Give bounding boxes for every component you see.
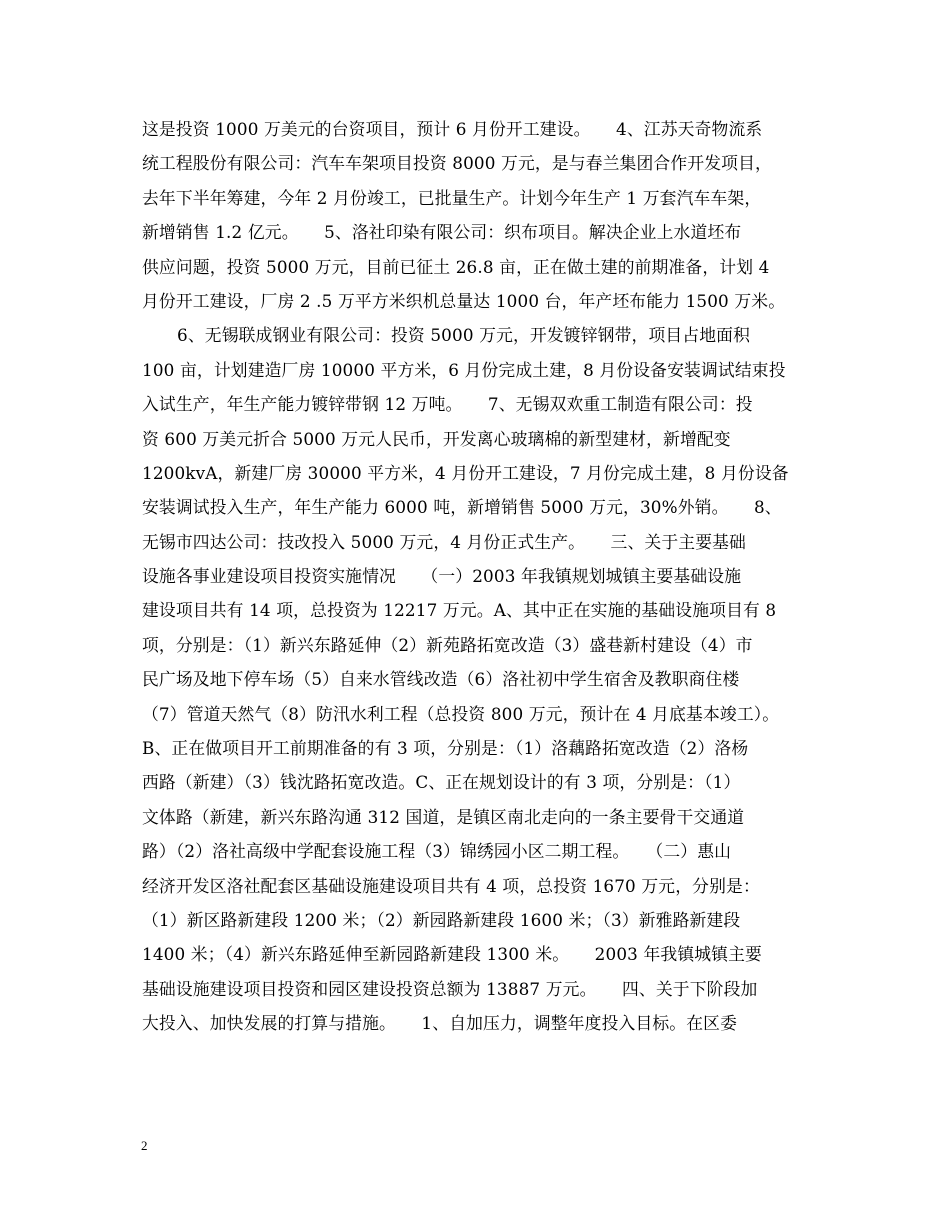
text-line: 基础设施建设项目投资和园区建设投资总额为 13887 万元。 四、关于下阶段加	[142, 978, 758, 999]
text-line: 经济开发区洛社配套区基础设施建设项目共有 4 项，总投资 1670 万元，分别是：	[142, 875, 760, 896]
text-line: 去年下半年筹建，今年 2 月份竣工，已批量生产。计划今年生产 1 万套汽车车架，	[142, 187, 762, 208]
text-line: 100 亩，计划建造厂房 10000 平方米，6 月份完成土建，8 月份设备安装调试结束投	[142, 359, 786, 380]
body-text	[142, 112, 832, 1041]
page-number: 2	[141, 1138, 148, 1153]
text-line: 民广场及地下停车场（5）自来水管线改造（6）洛社初中学生宿舍及教职商住楼	[142, 669, 740, 690]
text-line: （1）新区路新建段 1200 米；（2）新园路新建段 1600 米；（3）新雅路新建段	[142, 909, 741, 930]
text-line: 这是投资 1000 万美元的台资项目，预计 6 月份开工建设。 4、江苏天奇物流系	[142, 119, 763, 139]
text-line: 新增销售 1.2 亿元。 5、洛社印染有限公司：织布项目。解决企业上水道坯布	[142, 222, 742, 243]
text-line: 资 600 万美元折合 5000 万元人民币，开发离心玻璃棉的新型建材，新增配变	[142, 428, 731, 449]
text-line: 路）（2）洛社高级中学配套设施工程（3）锦绣园小区二期工程。 （二）惠山	[142, 841, 732, 862]
text-line: （7）管道天然气（8）防汛水利工程（总投资 800 万元，预计在 4 月底基本竣工）。	[142, 703, 780, 724]
text-line: 1200kvA，新建厂房 30000 平方米，4 月份开工建设，7 月份完成土建，8 月份设备	[142, 462, 789, 483]
text-line: 设施各事业建设项目投资实施情况 （一）2003 年我镇规划城镇主要基础设施	[142, 566, 742, 587]
text-line: 供应问题，投资 5000 万元，目前已征土 26.8 亩，正在做土建的前期准备，计划 4	[142, 256, 770, 277]
text-line: 安装调试投入生产，年生产能力 6000 吨，新增销售 5000 万元，30%外销。 8、	[142, 497, 782, 518]
text-line: 无锡市四达公司：技改投入 5000 万元，4 月份正式生产。 三、关于主要基础	[142, 531, 746, 552]
text-line: 6、无锡联成钢业有限公司：投资 5000 万元，开发镀锌钢带，项目占地面积	[177, 325, 751, 346]
text-line: 西路（新建）（3）钱沈路拓宽改造。C、正在规划设计的有 3 项，分别是：（1）	[142, 772, 741, 793]
text-line: 文体路（新建，新兴东路沟通 312 国道，是镇区南北走向的一条主要骨干交通道	[142, 806, 745, 827]
text-line: 大投入、加快发展的打算与措施。 1、自加压力，调整年度投入目标。在区委	[142, 1013, 738, 1034]
text-line: 月份开工建设，厂房 2 .5 万平方米织机总量达 1000 台，年产坯布能力 1500 万米。	[142, 290, 786, 311]
text-line: 项，分别是：（1）新兴东路延伸（2）新苑路拓宽改造（3）盛巷新村建设（4）市	[142, 634, 753, 655]
text-line: 1400 米；（4）新兴东路延伸至新园路新建段 1300 米。 2003 年我镇城镇主要	[142, 944, 762, 965]
text-line: 入试生产，年生产能力镀锌带钢 12 万吨。 7、无锡双欢重工制造有限公司：投	[142, 394, 753, 415]
text-line: 建设项目共有 14 项，总投资为 12217 万元。A、其中正在实施的基础设施项目有 8	[142, 600, 777, 621]
text-line: 统工程股份有限公司：汽车车架项目投资 8000 万元，是与春兰集团合作开发项目，	[142, 153, 772, 174]
text-line: B、正在做项目开工前期准备的有 3 项，分别是：（1）洛藕路拓宽改造（2）洛杨	[142, 738, 749, 759]
